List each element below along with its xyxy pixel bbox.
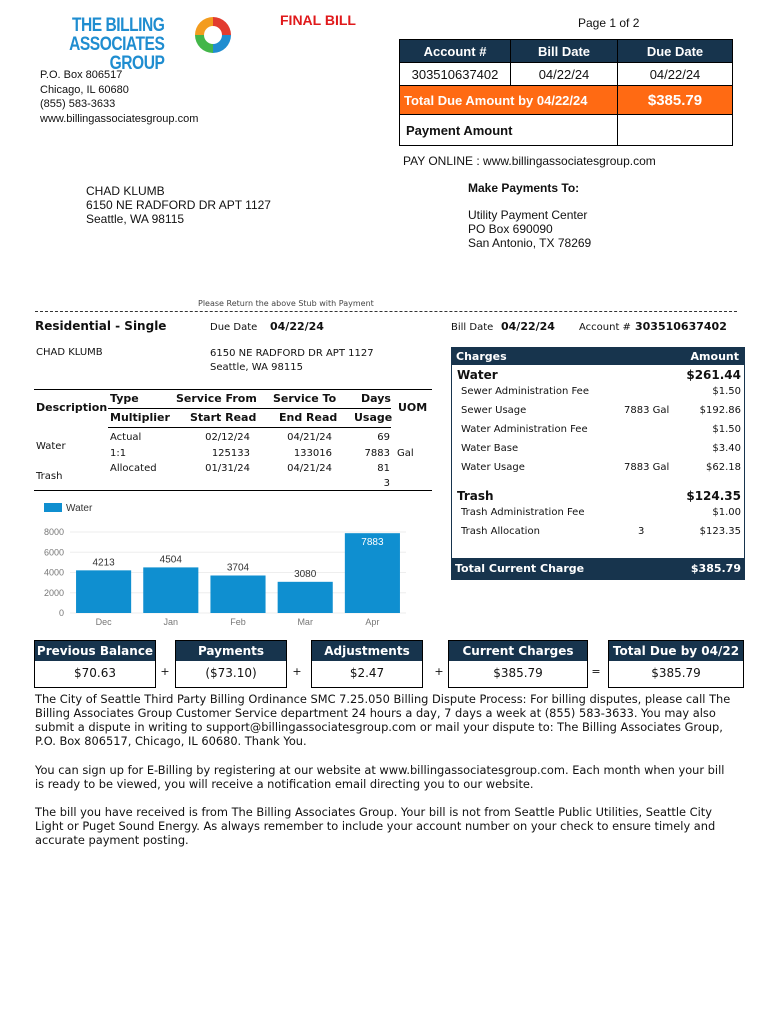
charges-header	[452, 348, 744, 365]
account-label: Account #	[579, 322, 631, 333]
charges-header-amount: Amount	[690, 350, 739, 363]
charges-panel	[451, 347, 745, 580]
company-name-line1: THE BILLING ASSOCIATES	[69, 15, 165, 55]
final-bill-label: FINAL BILL	[280, 12, 356, 28]
y-tick-label: 2000	[43, 587, 64, 598]
y-tick-label: 0	[58, 608, 64, 618]
usage-from: 01/31/24	[205, 463, 250, 474]
remit-line: Utility Payment Center	[468, 208, 588, 222]
current-charges-value: $385.79	[493, 666, 543, 680]
usage-table-top-rule	[34, 389, 432, 390]
charge-group-amount: $261.44	[686, 368, 741, 382]
payments-label: Payments	[176, 641, 286, 661]
charge-item	[452, 386, 744, 400]
charge-item-amount: $1.50	[712, 424, 741, 435]
usage-days: 7883	[364, 448, 390, 459]
due-date-value: 04/22/24	[270, 320, 324, 333]
data-label: 3704	[226, 562, 250, 574]
charge-item-name: Sewer Usage	[461, 405, 527, 416]
previous-balance-value: $70.63	[74, 666, 116, 680]
charge-item-qty: 3	[638, 526, 645, 537]
usage-header-rule	[108, 427, 391, 428]
charge-item	[452, 507, 744, 521]
charge-item-name: Sewer Administration Fee	[461, 386, 589, 397]
x-tick-label: Feb	[230, 617, 246, 627]
adjustments-box	[311, 640, 423, 688]
charge-item	[452, 424, 744, 438]
charge-item-amount: $3.40	[712, 443, 741, 454]
charges-header-label: Charges	[456, 350, 507, 363]
usage-days: 3	[383, 478, 390, 489]
y-tick-label: 4000	[43, 567, 64, 578]
usage-type: Allocated	[110, 463, 157, 474]
charge-item	[452, 526, 744, 540]
operator-plus: +	[434, 665, 444, 678]
charge-item-amount: $1.00	[712, 507, 741, 518]
adjustments-value: $2.47	[349, 666, 385, 680]
usage-to: 04/21/24	[287, 463, 332, 474]
billing-dispute-note: The City of Seattle Third Party Billing Ordinance SMC 7.25.050 Billing Dispute Process: For billing disputes, please call The Billing Associates Group Customer Service department 24 hours a day, 7 days a week at (855) 583-3633. You may also submit a dispute in writing to support@billingassociatesgroup.com or mail your dispute to: The Billing Associates Group, P.O. Box 806517, Chicago, IL 60680. Thank You.	[35, 692, 731, 748]
charge-item-amount: $192.86	[699, 405, 741, 416]
data-label: 4213	[92, 557, 115, 569]
remit-address	[468, 181, 591, 250]
payment-amount-field[interactable]	[618, 115, 733, 146]
data-label: 3080	[294, 568, 317, 580]
charge-item-name: Trash Administration Fee	[461, 507, 585, 518]
x-tick-label: Dec	[95, 617, 112, 627]
payment-amount-label: Payment Amount	[400, 115, 618, 146]
bill-date-value: 04/22/24	[501, 320, 555, 333]
payments-box	[175, 640, 287, 688]
data-label: 7883	[361, 537, 384, 549]
account-value: 303510637402	[635, 320, 727, 333]
usage-table-bottom-rule	[34, 490, 432, 491]
address-line: www.billingassociatesgroup.com	[40, 112, 199, 125]
service-type: Residential - Single	[35, 319, 167, 333]
charge-item	[452, 405, 744, 419]
stub-return-note: Please Return the above Stub with Payment	[198, 299, 374, 308]
operator-plus: +	[160, 665, 170, 678]
charge-item	[452, 462, 744, 476]
payments-value: ($73.10)	[205, 666, 257, 680]
charge-item-amount: $1.50	[712, 386, 741, 397]
usage-to: 04/21/24	[287, 432, 332, 443]
x-tick-label: Apr	[365, 617, 380, 627]
billing-source-note: The bill you have received is from The Billing Associates Group. Your bill is not from Seattle Public Utilities, Seattle City Light or Puget Sound Energy. As always remember to include your account number on your check to ensure timely and accurate payment posting.	[35, 805, 716, 847]
adjustments-label: Adjustments	[312, 641, 422, 661]
remit-line: PO Box 690090	[468, 222, 553, 236]
col-days: Days	[361, 392, 391, 405]
bar	[210, 575, 265, 613]
company-logo-icon	[192, 14, 234, 56]
customer-street: 6150 NE RADFORD DR APT 1127	[86, 198, 271, 212]
bar	[278, 582, 333, 613]
col-multiplier: Multiplier	[110, 411, 170, 424]
bill-customer-name: CHAD KLUMB	[36, 347, 103, 358]
charge-item-name: Water Administration Fee	[461, 424, 588, 435]
charge-group-label: Trash	[457, 489, 494, 503]
charges-total-row	[452, 558, 744, 579]
charge-item-qty: 7883 Gal	[624, 462, 670, 473]
usage-from: 125133	[211, 448, 250, 459]
current-charges-box	[448, 640, 588, 688]
col-end-read: End Read	[279, 411, 338, 424]
x-tick-label: Jan	[163, 617, 179, 627]
page-number: Page 1 of 2	[578, 16, 640, 30]
usage-type: 1:1	[110, 448, 127, 459]
due-date-header: Due Date	[618, 40, 733, 63]
y-tick-label: 6000	[43, 547, 64, 558]
col-uom: UOM	[398, 401, 428, 414]
company-address	[40, 68, 198, 126]
usage-type: Actual	[110, 432, 142, 443]
x-tick-label: Mar	[297, 617, 313, 627]
y-tick-label: 8000	[43, 527, 64, 537]
charge-item-qty: 7883 Gal	[624, 405, 670, 416]
previous-balance-box	[34, 640, 156, 688]
bill-date-value: 04/22/24	[511, 63, 618, 86]
bill-city: Seattle, WA 98115	[210, 362, 303, 373]
due-date-value: 04/22/24	[618, 63, 733, 86]
charge-item	[452, 443, 744, 457]
bar	[76, 570, 131, 613]
account-number-value: 303510637402	[400, 63, 511, 86]
charge-group-water	[452, 368, 744, 384]
charges-total-label: Total Current Charge	[455, 562, 585, 575]
charge-item-amount: $123.35	[699, 526, 741, 537]
customer-city: Seattle, WA 98115	[86, 212, 185, 226]
usage-desc: Water	[36, 441, 66, 452]
pay-online-link[interactable]: PAY ONLINE : www.billingassociatesgroup.com	[403, 154, 656, 168]
customer-name: CHAD KLUMB	[86, 184, 165, 198]
charge-item-name: Water Usage	[461, 462, 525, 473]
bill-date-header: Bill Date	[511, 40, 618, 63]
legend-swatch	[44, 503, 62, 512]
address-line: Chicago, IL 60680	[40, 83, 129, 96]
usage-uom: Gal	[397, 448, 414, 459]
remit-title: Make Payments To:	[468, 181, 580, 195]
charges-total-amount: $385.79	[690, 562, 741, 575]
col-type: Type	[110, 392, 139, 405]
total-due-label: Total Due Amount by 04/22/24	[400, 86, 618, 115]
account-summary-table	[399, 39, 733, 146]
col-usage: Usage	[354, 411, 393, 424]
bill-date-label: Bill Date	[451, 322, 494, 333]
water-usage-chart	[30, 496, 410, 630]
total-due-summary-label: Total Due by 04/22	[609, 641, 743, 661]
col-start-read: Start Read	[190, 411, 257, 424]
charge-item-name: Water Base	[461, 443, 519, 454]
bill-service-address	[210, 347, 374, 375]
total-due-box	[608, 640, 744, 688]
charge-item-amount: $62.18	[706, 462, 741, 473]
usage-from: 02/12/24	[205, 432, 250, 443]
usage-days: 81	[377, 463, 390, 474]
due-date-label: Due Date	[210, 322, 258, 333]
current-charges-label: Current Charges	[449, 641, 587, 661]
total-due-value: $385.79	[618, 86, 733, 115]
bill-street: 6150 NE RADFORD DR APT 1127	[210, 348, 374, 359]
col-service-from: Service From	[176, 392, 257, 405]
ebilling-note: You can sign up for E-Billing by registering at our website at www.billingassociatesgroup.com. Each month when your bill is ready to be viewed, you will receive a notification email directing you to our website.	[35, 763, 725, 791]
charge-group-label: Water	[457, 368, 498, 382]
tear-line	[35, 311, 737, 312]
address-line: (855) 583-3633	[40, 98, 116, 110]
customer-address	[86, 184, 271, 226]
remit-line: San Antonio, TX 78269	[468, 236, 592, 250]
charge-group-trash	[452, 489, 744, 505]
address-line: P.O. Box 806517	[40, 69, 123, 81]
legend-label: Water	[66, 503, 93, 514]
usage-days: 69	[377, 432, 390, 443]
operator-plus: +	[292, 665, 302, 678]
usage-header-divider	[108, 408, 391, 409]
usage-desc: Trash	[36, 471, 63, 482]
company-logo-text	[43, 16, 164, 73]
col-description: Description	[36, 401, 108, 414]
account-number-header: Account #	[400, 40, 511, 63]
charge-item-name: Trash Allocation	[461, 526, 540, 537]
total-due-summary-value: $385.79	[651, 666, 701, 680]
data-label: 4504	[159, 554, 182, 566]
charge-group-amount: $124.35	[686, 489, 741, 503]
col-service-to: Service To	[273, 392, 337, 405]
bar	[143, 567, 198, 613]
usage-to: 133016	[293, 448, 332, 459]
company-name-line2: GROUP	[109, 53, 165, 74]
previous-balance-label: Previous Balance	[35, 641, 155, 661]
operator-equals: =	[591, 665, 601, 678]
